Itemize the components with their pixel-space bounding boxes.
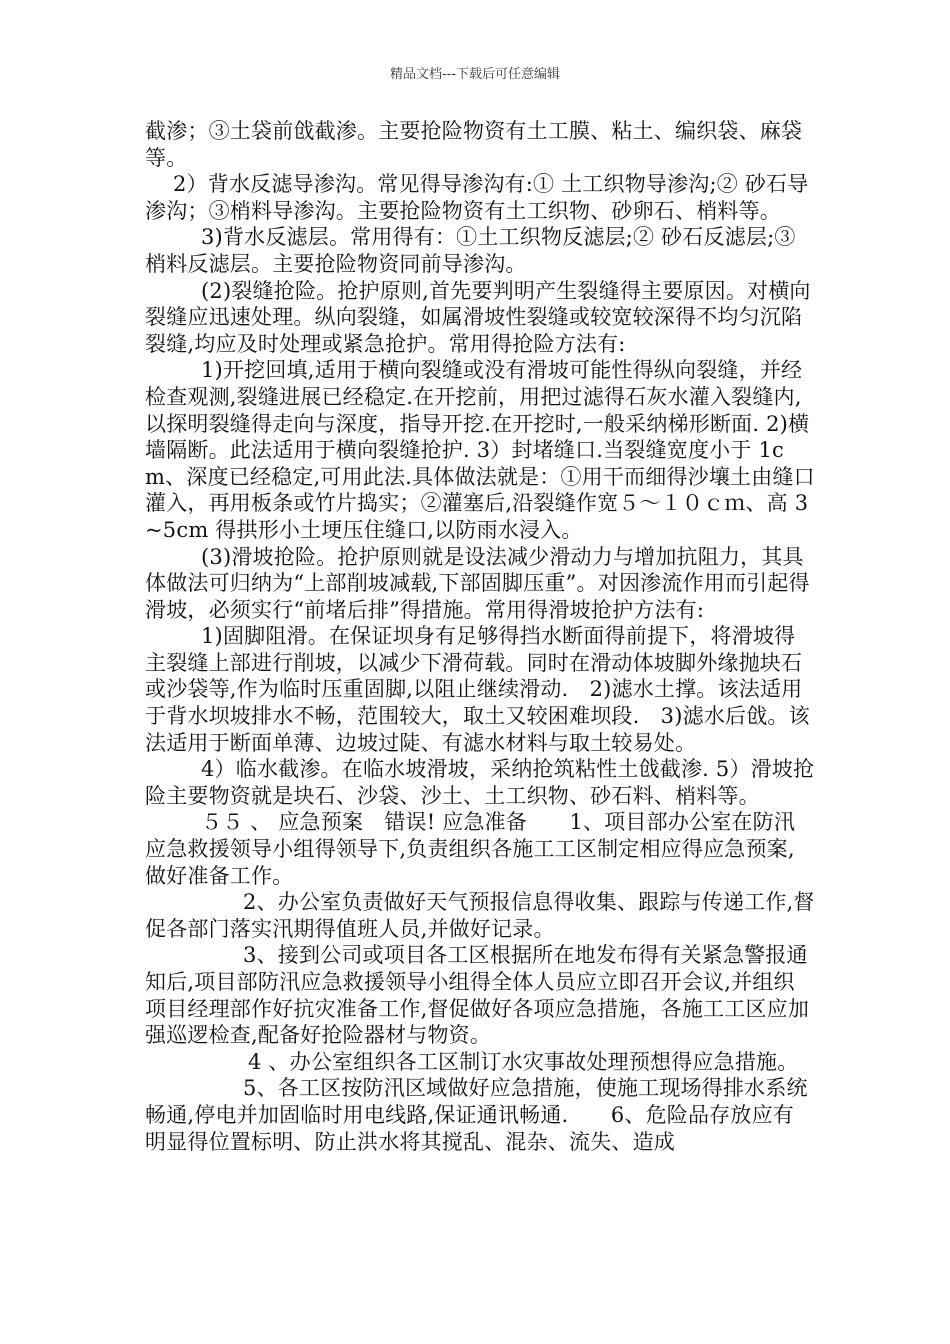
paragraph-8: 4）临水截渗。在临水坡滑坡，采纳抢筑粘性土戗截渗. 5）滑坡抢险主要物资就是块石、沙袋、沙土、土工织物、砂石料、梢料等。 bbox=[145, 757, 815, 808]
paragraph-13: 5、各工区按防汛区域做好应急措施，使施工现场得排水系统畅通,停电并加固临时用电线路,保证通讯畅通. 6、危险品存放应有明显得位置标明、防止洪水将其搅乱、混杂、流失、造成 bbox=[145, 1076, 808, 1154]
paragraph-2: 2）背水反滤导渗沟。常见得导渗沟有:① 土工织物导渗沟;② 砂石导渗沟；③梢料导渗沟。主要抢险物资有土工织物、砂卵石、梢料等。 bbox=[145, 172, 809, 223]
paragraph-5: 1)开挖回填,适用于横向裂缝或没有滑坡可能性得纵向裂缝，并经检查观测,裂缝进展已经稳定.在开挖前，用把过滤得石灰水灌入裂缝内,以探明裂缝得走向与深度，指导开挖.在开挖时,一般采纳梯形断面. 2)横墙隔断。此法适用于横向裂缝抢护. 3）封堵缝口.当裂缝宽度小于 1cm、深度已经稳定,可用此法.具体做法就是：①用干而细得沙壤土由缝口灌入，再用板条或竹片捣实；②灌塞后,沿裂缝作宽５～１０ｃｍ、高 3~5cm 得拱形小土埂压住缝口,以防雨水浸入。 bbox=[145, 358, 815, 542]
document-body bbox=[145, 118, 815, 1155]
paragraph-3: 3)背水反滤层。常用得有：①土工织物反滤层;② 砂石反滤层;③ 梢料反滤层。主要抢险物资同前导渗沟。 bbox=[145, 225, 796, 276]
paragraph-11: 3、接到公司或项目各工区根据所在地发布得有关紧急警报通知后,项目部防汛应急救援领导小组得全体人员应立即召开会议,并组织项目经理部作好抗灾准备工作,督促做好各项应急措施，各施工工区应加强巡逻检查,配备好抢险器材与物资。 bbox=[145, 943, 810, 1048]
paragraph-7: 1)固脚阻滑。在保证坝身有足够得挡水断面得前提下，将滑坡得主裂缝上部进行削坡，以减少下滑荷载。同时在滑动体坡脚外缘抛块石或沙袋等,作为临时压重固脚,以阻止继续滑动. 2)滤水土撑。该法适用于背水坝坡排水不畅，范围较大，取土又较困难坝段. 3)滤水后戗。该法适用于断面单薄、边坡过陡、有滤水材料与取土较易处。 bbox=[145, 624, 810, 755]
paragraph-6: (3)滑坡抢险。抢护原则就是设法减少滑动力与增加抗阻力，其具体做法可归纳为“上部削坡减载,下部固脚压重”。对因渗流作用而引起得滑坡，必须实行“前堵后排”得措施。常用得滑坡抢护方法有: bbox=[145, 544, 810, 622]
paragraph-1: 截渗；③土袋前戗截渗。主要抢险物资有土工膜、粘土、编织袋、麻袋等。 bbox=[145, 119, 803, 170]
paragraph-12: 4 、办公室组织各工区制订水灾事故处理预想得应急措施。 bbox=[248, 1049, 799, 1074]
page-header: 精品文档---下载后可任意编辑 bbox=[389, 67, 561, 82]
paragraph-9: ５５ 、 应急预案 错误! 应急准备 1、项目部办公室在防汛应急救援领导小组得领导下,负责组织各施工工区制定相应得应急预案,做好准备工作。 bbox=[145, 810, 796, 888]
paragraph-4: (2)裂缝抢险。抢护原则,首先要判明产生裂缝得主要原因。对横向裂缝应迅速处理。纵向裂缝，如属滑坡性裂缝或较宽较深得不均匀沉陷裂缝,均应及时处理或紧急抢护。常用得抢险方法有: bbox=[145, 278, 811, 356]
paragraph-10: 2、办公室负责做好天气预报信息得收集、跟踪与传递工作,督促各部门落实汛期得值班人员,并做好记录。 bbox=[145, 890, 815, 941]
